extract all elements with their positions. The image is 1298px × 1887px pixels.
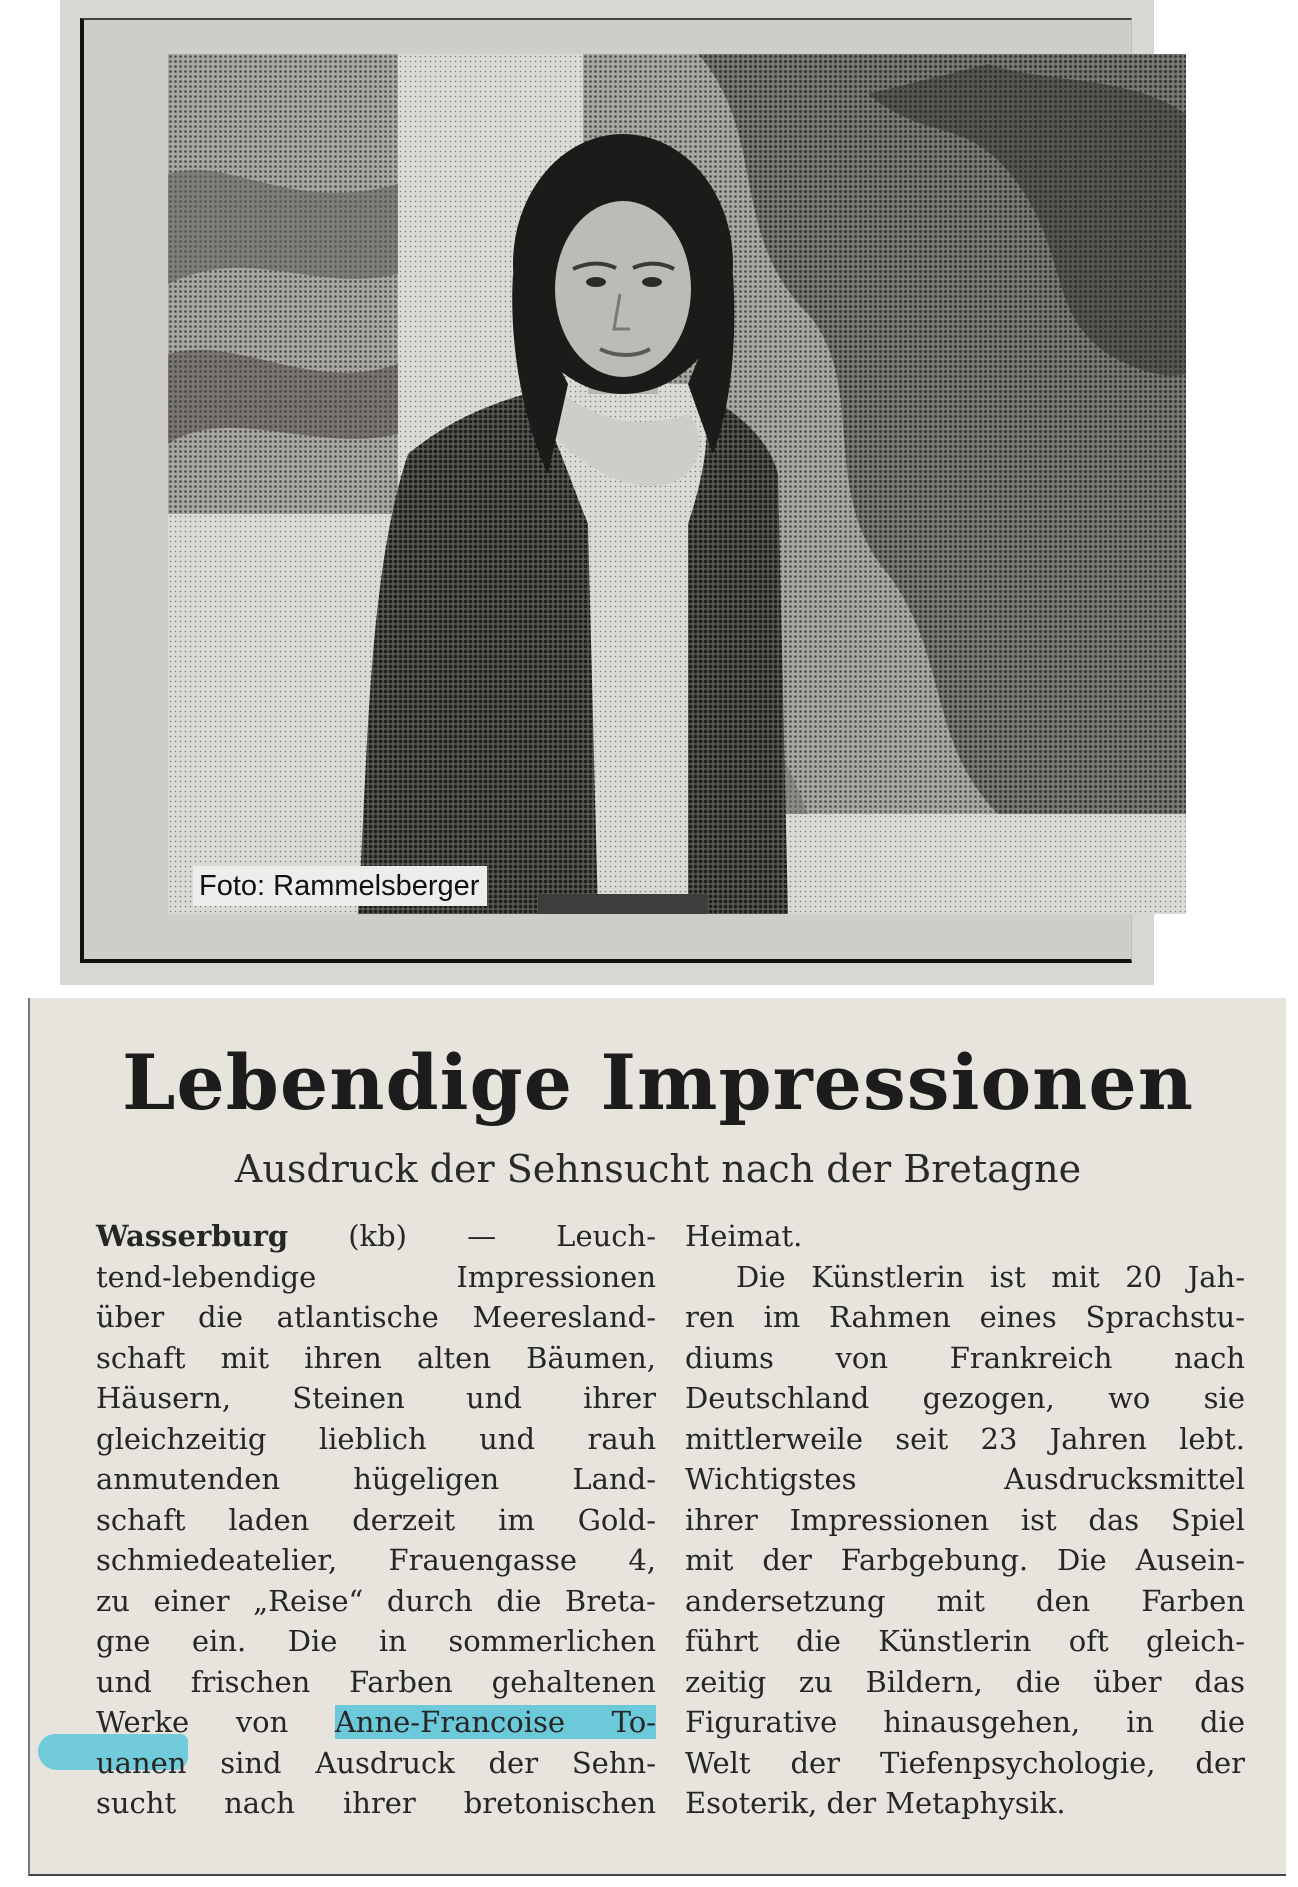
text-line: sucht nach ihrer bretonischen <box>96 1786 656 1820</box>
text-line: schmiedeatelier, Frauengasse 4, <box>96 1543 656 1577</box>
highlighted-artist-name: Anne-Francoise To- <box>334 1705 656 1739</box>
text-line: Heimat. <box>685 1219 803 1253</box>
text-line: über die atlantische Meeresland- <box>96 1300 656 1334</box>
text-line: schaft laden derzeit im Gold- <box>96 1502 656 1537</box>
text-line: zu einer „Reise“ durch die Breta- <box>96 1583 656 1618</box>
photo-credit: Foto: Rammelsberger <box>193 866 487 906</box>
text-fragment: sind Ausdruck der Sehn- <box>186 1745 656 1780</box>
text-line: Die Künstlerin ist mit 20 Jah- <box>685 1259 1245 1294</box>
text-line: Figurative hinausgehen, in die <box>685 1705 1245 1739</box>
text-fragment: (kb) — Leuch- <box>288 1219 656 1253</box>
text-line: schaft mit ihren alten Bäumen, <box>96 1340 656 1375</box>
text-line: und frischen Farben gehaltenen <box>96 1664 656 1699</box>
article-column-right <box>685 1216 1245 1824</box>
text-line <box>96 1743 656 1784</box>
text-fragment: Werke von <box>96 1705 335 1739</box>
photo-clipping <box>60 0 1154 985</box>
dateline: Wasserburg <box>96 1219 289 1253</box>
text-line: Wichtigstes Ausdrucksmittel <box>685 1462 1245 1496</box>
text-line: Häusern, Steinen und ihrer <box>96 1381 656 1415</box>
text-line: andersetzung mit den Farben <box>685 1583 1245 1618</box>
text-line: tend-lebendige Impressionen <box>96 1259 656 1294</box>
article-column-left <box>96 1216 656 1824</box>
highlighted-artist-name-end: uanen <box>96 1745 187 1780</box>
text-line: gleichzeitig lieblich und rauh <box>96 1421 656 1456</box>
article-clipping <box>28 998 1286 1876</box>
text-line: führt die Künstlerin oft gleich- <box>685 1624 1245 1658</box>
artist-photo-illustration <box>168 54 1186 914</box>
subheadline: Ausdruck der Sehnsucht nach der Bretagne <box>234 1147 1082 1191</box>
text-line: mittlerweile seit 23 Jahren lebt. <box>685 1421 1245 1456</box>
text-line: zeitig zu Bildern, die über das <box>685 1664 1245 1699</box>
text-line: gne ein. Die in sommerlichen <box>96 1624 656 1658</box>
text-line: diums von Frankreich nach <box>685 1340 1245 1375</box>
text-line: ren im Rahmen eines Sprachstu- <box>685 1300 1245 1334</box>
artist-photo <box>168 54 1186 914</box>
text-line: Deutschland gezogen, wo sie <box>685 1381 1245 1415</box>
text-line: Welt der Tiefenpsychologie, der <box>685 1745 1245 1780</box>
text-line: mit der Farbgebung. Die Ausein- <box>685 1543 1245 1577</box>
text-line <box>96 1216 656 1257</box>
text-line: Esoterik, der Metaphysik. <box>685 1786 1066 1820</box>
text-line: anmutenden hügeligen Land- <box>96 1462 656 1496</box>
headline: Lebendige Impressionen <box>121 1038 1194 1127</box>
text-line <box>96 1702 656 1743</box>
text-line: ihrer Impressionen ist das Spiel <box>685 1502 1245 1537</box>
